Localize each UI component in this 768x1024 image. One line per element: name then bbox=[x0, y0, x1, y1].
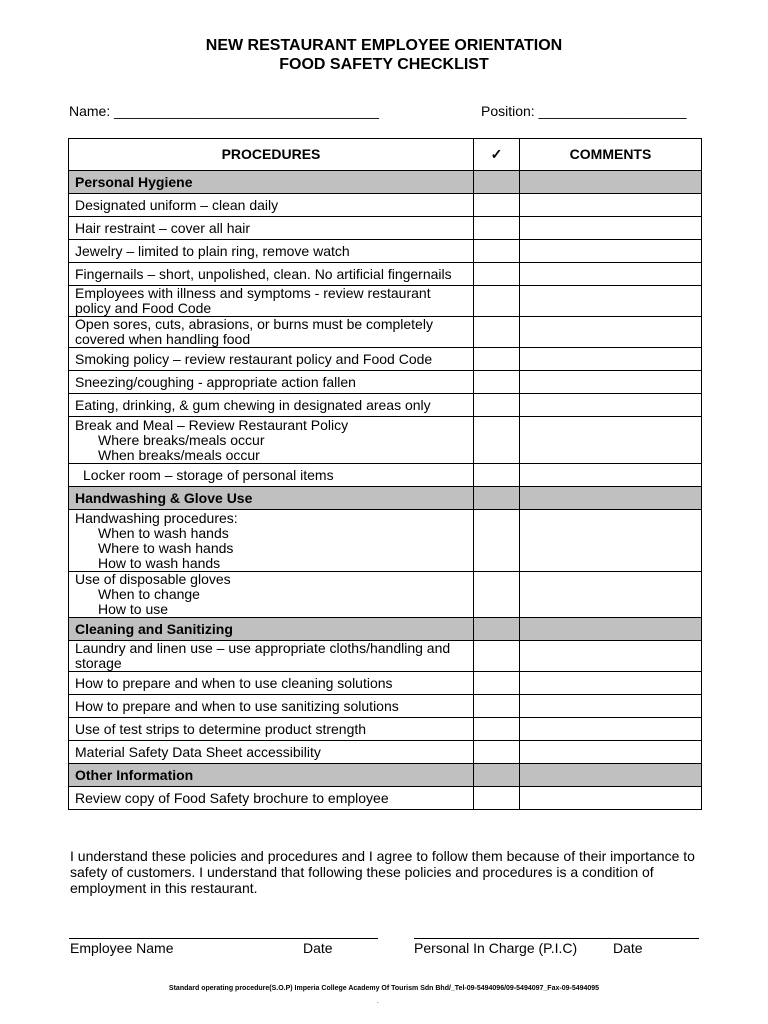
procedure-text: Break and Meal – Review Restaurant Policy bbox=[75, 416, 349, 433]
checklist-row bbox=[69, 787, 702, 810]
pic-label: Personal In Charge (P.I.C) bbox=[414, 940, 578, 956]
procedure-text: policy and Food Code bbox=[75, 300, 212, 316]
comment-cell[interactable] bbox=[520, 695, 702, 718]
comment-cell[interactable] bbox=[520, 371, 702, 394]
check-cell[interactable] bbox=[474, 417, 520, 464]
procedure-text: Handwashing procedures: bbox=[75, 509, 238, 526]
check-cell[interactable] bbox=[474, 572, 520, 618]
procedure-text: Laundry and linen use – use appropriate cloths/handling and bbox=[75, 640, 451, 656]
comment-cell[interactable] bbox=[520, 348, 702, 371]
procedure-text: Locker room – storage of personal items bbox=[83, 466, 334, 483]
check-cell[interactable] bbox=[474, 394, 520, 417]
document-title-line2: FOOD SAFETY CHECKLIST bbox=[279, 56, 489, 73]
comment-cell[interactable] bbox=[520, 394, 702, 417]
procedure-text: Review copy of Food Safety brochure to employee bbox=[75, 789, 389, 806]
procedure-cell bbox=[69, 641, 474, 672]
procedure-cell bbox=[69, 194, 474, 217]
check-cell[interactable] bbox=[474, 194, 520, 217]
comments-header: COMMENTS bbox=[520, 139, 702, 171]
check-cell[interactable] bbox=[474, 217, 520, 240]
section-row bbox=[69, 487, 702, 510]
check-cell[interactable] bbox=[474, 510, 520, 572]
procedures-header: PROCEDURES bbox=[69, 139, 474, 171]
section-comment-cell bbox=[520, 764, 702, 787]
procedure-cell bbox=[69, 787, 474, 810]
pic-signature-line[interactable] bbox=[414, 938, 699, 939]
check-cell[interactable] bbox=[474, 286, 520, 317]
check-cell[interactable] bbox=[474, 371, 520, 394]
comment-cell[interactable] bbox=[520, 240, 702, 263]
procedure-text: Open sores, cuts, abrasions, or burns must be completely bbox=[75, 316, 433, 332]
procedure-text: Use of disposable gloves bbox=[75, 571, 231, 587]
comment-cell[interactable] bbox=[520, 718, 702, 741]
procedure-text: When to wash hands bbox=[98, 524, 229, 541]
checklist-row bbox=[69, 417, 702, 464]
employee-date-label: Date bbox=[303, 940, 333, 956]
comment-cell[interactable] bbox=[520, 464, 702, 487]
check-cell[interactable] bbox=[474, 741, 520, 764]
checklist-table bbox=[68, 138, 702, 810]
check-cell[interactable] bbox=[474, 240, 520, 263]
comment-cell[interactable] bbox=[520, 510, 702, 572]
checklist-row bbox=[69, 464, 702, 487]
section-title: Handwashing & Glove Use bbox=[69, 487, 474, 510]
procedure-cell bbox=[69, 695, 474, 718]
comment-cell[interactable] bbox=[520, 194, 702, 217]
section-row bbox=[69, 618, 702, 641]
footer-text: Standard operating procedure(S.O.P) Imperia College Academy Of Tourism Sdn Bhd/_Tel-09-5494096/09-5494097_Fax-09-5494095 bbox=[168, 985, 600, 992]
section-row bbox=[69, 764, 702, 787]
section-comment-cell bbox=[520, 171, 702, 194]
check-header: ✓ bbox=[474, 139, 520, 171]
procedure-text: Material Safety Data Sheet accessibility bbox=[75, 743, 321, 760]
employee-name-label: Employee Name bbox=[70, 940, 174, 956]
checklist-row bbox=[69, 672, 702, 695]
section-title: Other Information bbox=[69, 764, 474, 787]
checklist-row bbox=[69, 572, 702, 618]
procedure-cell bbox=[69, 263, 474, 286]
procedure-cell bbox=[69, 672, 474, 695]
procedure-text: covered when handling food bbox=[75, 331, 251, 347]
procedure-cell bbox=[69, 240, 474, 263]
check-cell[interactable] bbox=[474, 317, 520, 348]
section-comment-cell bbox=[520, 618, 702, 641]
procedure-text: Hair restraint – cover all hair bbox=[75, 219, 251, 236]
checklist-row bbox=[69, 394, 702, 417]
section-title: Personal Hygiene bbox=[69, 171, 474, 194]
procedure-text: When breaks/meals occur bbox=[98, 446, 260, 463]
procedure-text: Jewelry – limited to plain ring, remove watch bbox=[75, 242, 350, 259]
comment-cell[interactable] bbox=[520, 572, 702, 618]
procedure-text: Smoking policy – review restaurant policy and Food Code bbox=[75, 350, 433, 367]
procedure-text: Eating, drinking, & gum chewing in designated areas only bbox=[75, 396, 431, 413]
section-check-cell bbox=[474, 487, 520, 510]
procedure-cell bbox=[69, 741, 474, 764]
procedure-cell bbox=[69, 286, 474, 317]
procedure-text: Use of test strips to determine product strength bbox=[75, 720, 367, 737]
comment-cell[interactable] bbox=[520, 263, 702, 286]
check-cell[interactable] bbox=[474, 464, 520, 487]
checklist-row bbox=[69, 217, 702, 240]
procedure-cell bbox=[69, 217, 474, 240]
procedure-text: Where to wash hands bbox=[98, 539, 234, 556]
checklist-row bbox=[69, 641, 702, 672]
pic-date-label: Date bbox=[613, 940, 643, 956]
check-cell[interactable] bbox=[474, 348, 520, 371]
procedure-text: Designated uniform – clean daily bbox=[75, 196, 279, 213]
check-cell[interactable] bbox=[474, 718, 520, 741]
procedure-cell bbox=[69, 572, 474, 618]
procedure-text: How to use bbox=[98, 601, 169, 617]
procedure-text: Fingernails – short, unpolished, clean. No artificial fingernails bbox=[75, 265, 452, 282]
comment-cell[interactable] bbox=[520, 741, 702, 764]
section-title: Cleaning and Sanitizing bbox=[69, 618, 474, 641]
procedure-cell bbox=[69, 348, 474, 371]
procedure-text: Where breaks/meals occur bbox=[98, 431, 265, 448]
procedure-text: How to prepare and when to use cleaning solutions bbox=[75, 674, 393, 691]
procedure-text: How to prepare and when to use sanitizing solutions bbox=[75, 697, 399, 714]
check-cell[interactable] bbox=[474, 641, 520, 672]
checklist-row bbox=[69, 317, 702, 348]
procedure-text: Sneezing/coughing - appropriate action fallen bbox=[75, 373, 356, 390]
checklist-row bbox=[69, 510, 702, 572]
comment-cell[interactable] bbox=[520, 417, 702, 464]
checklist-row bbox=[69, 240, 702, 263]
procedure-text: When to change bbox=[98, 586, 200, 602]
section-check-cell bbox=[474, 171, 520, 194]
section-check-cell bbox=[474, 764, 520, 787]
procedure-cell bbox=[69, 394, 474, 417]
checklist-row bbox=[69, 718, 702, 741]
comment-cell[interactable] bbox=[520, 217, 702, 240]
check-cell[interactable] bbox=[474, 695, 520, 718]
check-cell[interactable] bbox=[474, 263, 520, 286]
checklist-row bbox=[69, 286, 702, 317]
checklist-row bbox=[69, 263, 702, 286]
section-comment-cell bbox=[520, 487, 702, 510]
procedure-text: How to wash hands bbox=[98, 554, 221, 571]
checklist-row bbox=[69, 348, 702, 371]
procedure-cell bbox=[69, 464, 474, 487]
procedure-text: Employees with illness and symptoms - review restaurant bbox=[75, 285, 431, 301]
procedure-cell bbox=[69, 317, 474, 348]
name-field[interactable]: Name: __________________________________ bbox=[69, 103, 379, 119]
comment-cell[interactable] bbox=[520, 672, 702, 695]
checklist-row bbox=[69, 741, 702, 764]
section-check-cell bbox=[474, 618, 520, 641]
position-field[interactable]: Position: ___________________ bbox=[481, 103, 687, 119]
procedure-cell bbox=[69, 371, 474, 394]
employee-signature-line[interactable] bbox=[69, 938, 378, 939]
checklist-row bbox=[69, 371, 702, 394]
procedure-cell bbox=[69, 718, 474, 741]
footer-dot: . bbox=[377, 999, 379, 1005]
checklist-row bbox=[69, 695, 702, 718]
procedure-text: storage bbox=[75, 655, 122, 671]
check-cell[interactable] bbox=[474, 787, 520, 810]
document-title-line1: NEW RESTAURANT EMPLOYEE ORIENTATION bbox=[205, 37, 563, 54]
section-row bbox=[69, 171, 702, 194]
procedure-cell bbox=[69, 417, 474, 464]
procedure-cell bbox=[69, 510, 474, 572]
comment-cell[interactable] bbox=[520, 317, 702, 348]
comment-cell[interactable] bbox=[520, 787, 702, 810]
comment-cell[interactable] bbox=[520, 286, 702, 317]
check-cell[interactable] bbox=[474, 672, 520, 695]
comment-cell[interactable] bbox=[520, 641, 702, 672]
checklist-row bbox=[69, 194, 702, 217]
agreement-statement: I understand these policies and procedures and I agree to follow them because of their importance to safety of customers. I understand that following these policies and procedures is a condition of employment in this restaurant. bbox=[70, 848, 695, 896]
